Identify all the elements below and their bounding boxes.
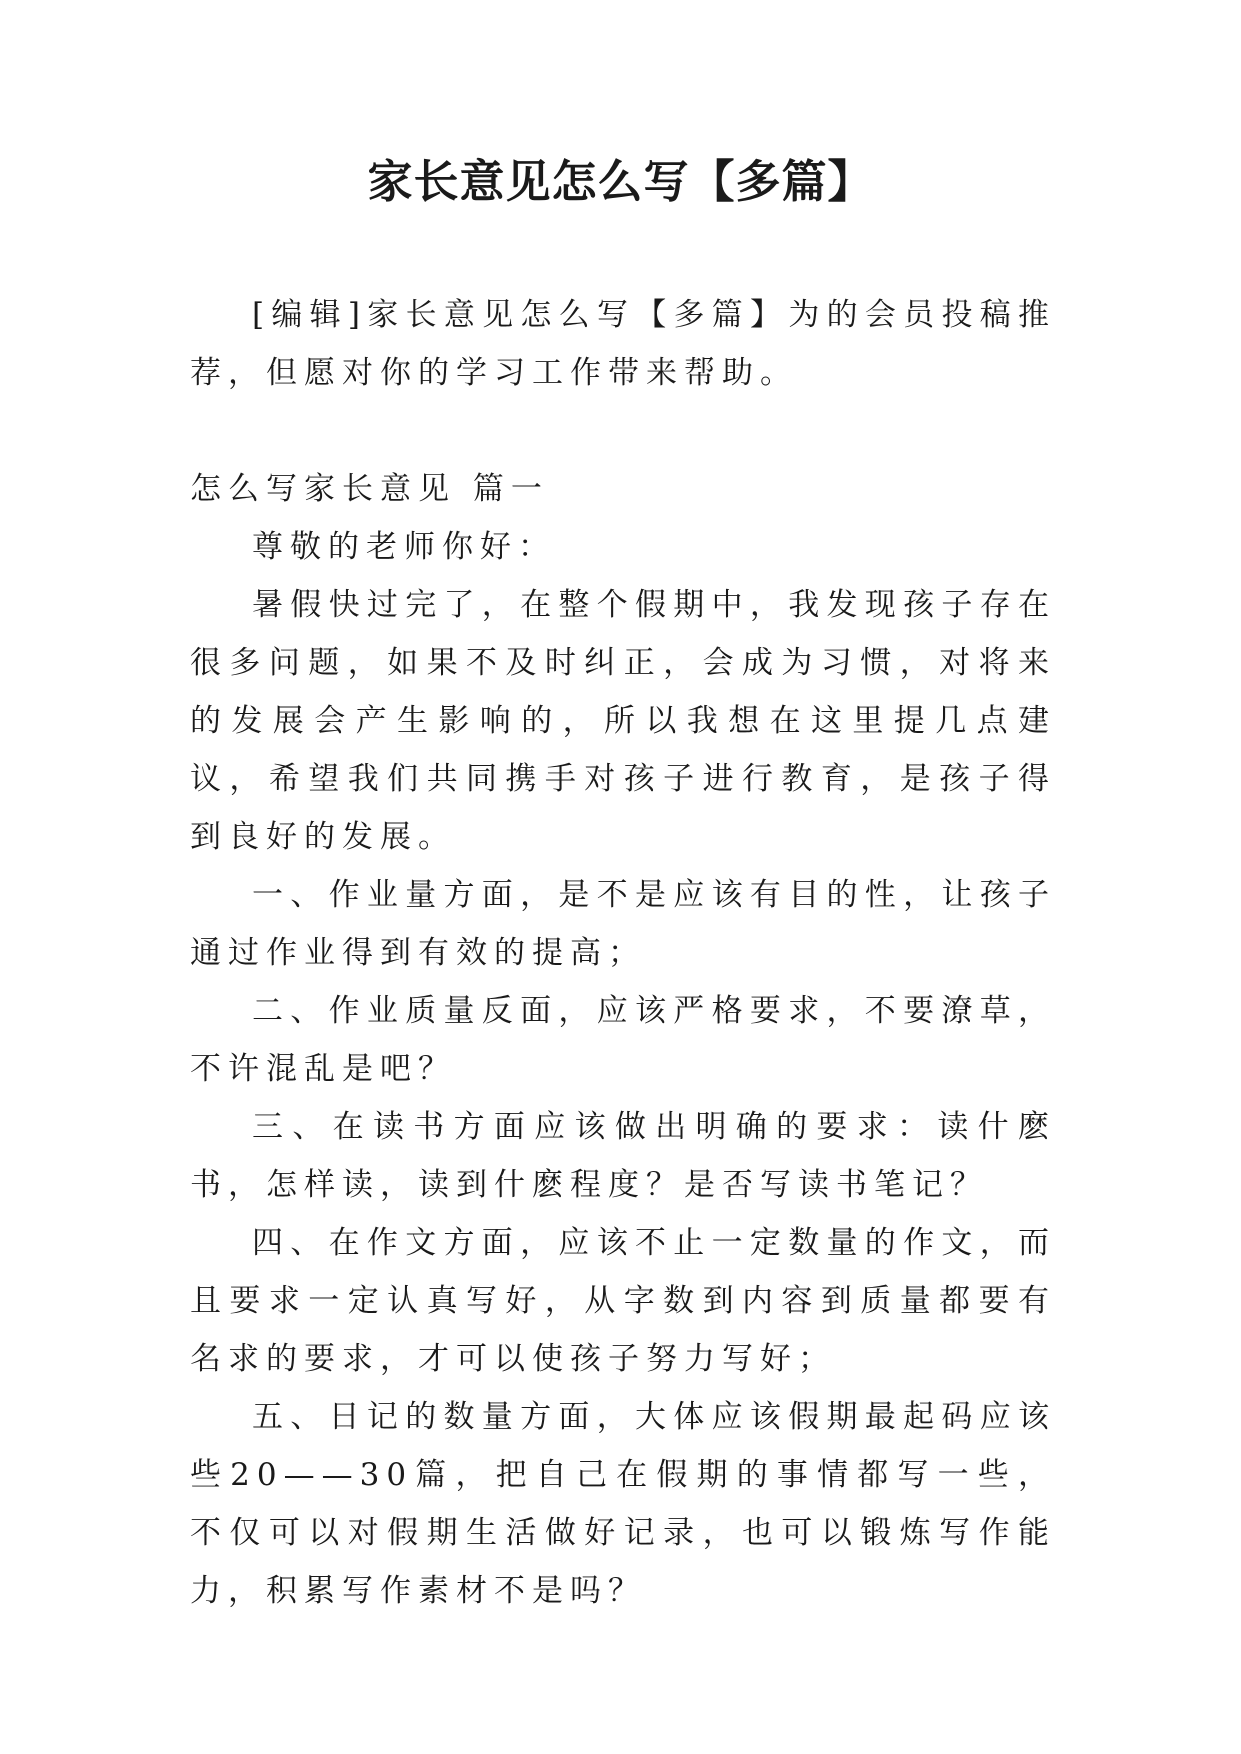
body-paragraph: 一、作业量方面，是不是应该有目的性，让孩子通过作业得到有效的提高； bbox=[190, 877, 1056, 971]
body-paragraph: 三、在读书方面应该做出明确的要求：读什麽书，怎样读，读到什麽程度？是否写读书笔记？ bbox=[190, 1109, 1056, 1203]
section-heading: 怎么写家长意见 篇一 bbox=[190, 471, 549, 507]
body-paragraph: 五、日记的数量方面，大体应该假期最起码应该些20——30篇，把自己在假期的事情都写一些，不仅可以对假期生活做好记录，也可以锻炼写作能力，积累写作素材不是吗？ bbox=[190, 1399, 1056, 1609]
document-title: 家长意见怎么写【多篇】 bbox=[367, 155, 874, 208]
greeting-line: 尊敬的老师你好： bbox=[252, 529, 556, 565]
body-paragraph: 暑假快过完了，在整个假期中，我发现孩子存在很多问题，如果不及时纠正，会成为习惯，对将来的发展会产生影响的，所以我想在这里提几点建议，希望我们共同携手对孩子进行教育，是孩子得到良好的发展。 bbox=[190, 587, 1056, 855]
body-paragraph: 四、在作文方面，应该不止一定数量的作文，而且要求一定认真写好，从字数到内容到质量都要有名求的要求，才可以使孩子努力写好； bbox=[190, 1225, 1056, 1377]
body-paragraph: 二、作业质量反面，应该严格要求，不要潦草，不许混乱是吧？ bbox=[190, 993, 1056, 1087]
document-body bbox=[190, 286, 1056, 1620]
intro-paragraph: [编辑]家长意见怎么写【多篇】为的会员投稿推荐，但愿对你的学习工作带来帮助。 bbox=[190, 297, 1056, 391]
